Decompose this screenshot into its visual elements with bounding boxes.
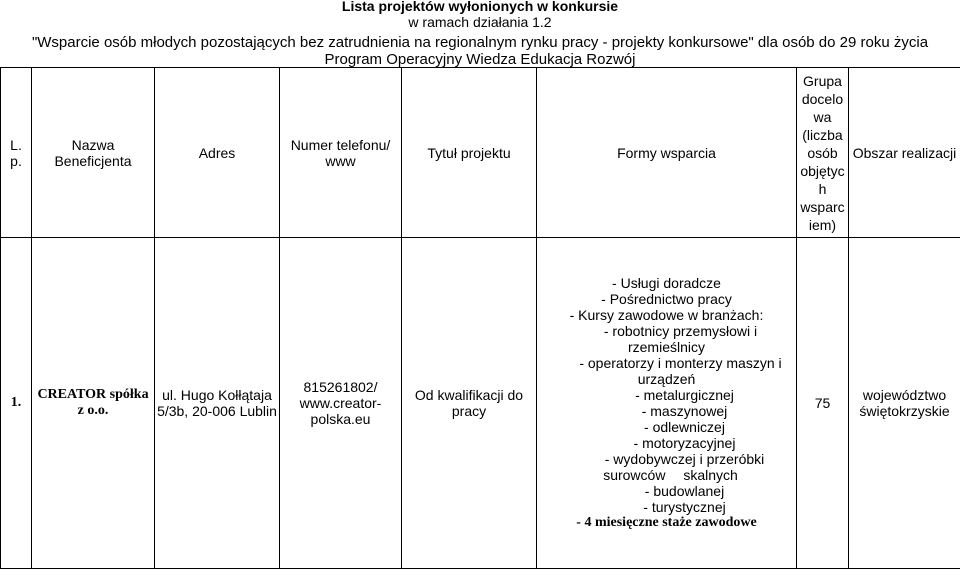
- title-line-2: w ramach działania 1.2: [408, 14, 552, 30]
- header-phone: Numer telefonu/ www: [280, 68, 402, 238]
- forms-line: - odlewniczej: [644, 419, 725, 435]
- cell-support-forms: [537, 238, 797, 569]
- forms-line: - motoryzacyjnej: [633, 435, 736, 451]
- header-target-group: Grupa docelo wa (liczba osób objętyc h wsparc iem): [797, 68, 849, 238]
- cell-project-title: Od kwalifikacji do pracy: [402, 238, 537, 569]
- cell-target-group: 75: [797, 238, 849, 569]
- header-beneficiary: Nazwa Beneficjenta: [32, 68, 155, 238]
- header-row: [1, 68, 960, 238]
- header-lp: L. p.: [1, 68, 32, 238]
- forms-line: - turystycznej: [643, 499, 726, 515]
- forms-line: - budowlanej: [644, 483, 725, 499]
- header-address: Adres: [155, 68, 280, 238]
- forms-line: - metalurgicznej: [635, 387, 734, 403]
- forms-line: - Pośrednictwo pracy: [601, 291, 732, 307]
- header-project-title: Tytuł projektu: [402, 68, 537, 238]
- cell-phone: 815261802/ www.creator-polska.eu: [280, 238, 402, 569]
- cell-address: ul. Hugo Kołłątaja 5/3b, 20-006 Lublin: [155, 238, 280, 569]
- projects-table: [0, 67, 960, 569]
- forms-line: - Usługi doradcze: [612, 275, 721, 291]
- forms-line: - wydobywczej i przeróbki: [604, 451, 765, 467]
- cell-lp: 1.: [1, 238, 32, 569]
- cell-beneficiary: CREATOR spółka z o.o.: [32, 238, 155, 569]
- title-line-4: Program Operacyjny Wiedza Edukacja Rozwój: [324, 51, 636, 68]
- forms-line: urządzeń: [637, 371, 696, 387]
- title-line-3: "Wsparcie osób młodych pozostających bez zatrudnienia na regionalnym rynku pracy - projekty konkursowe" dla osób do 29 roku życia: [31, 34, 929, 51]
- forms-line: - Kursy zawodowe w branżach:: [569, 307, 764, 323]
- table-row: [1, 238, 960, 569]
- title-line-1: Lista projektów wyłonionych w konkursie: [341, 0, 619, 14]
- forms-line: - operatorzy i monterzy maszyn i: [579, 355, 782, 371]
- forms-line: - 4 miesięczne staże zawodowe: [576, 515, 757, 530]
- header-support-forms: Formy wsparcia: [537, 68, 797, 238]
- forms-line: - maszynowej: [641, 403, 728, 419]
- forms-line: - robotnicy przemysłowi i: [603, 323, 758, 339]
- header-area: Obszar realizacji: [849, 68, 960, 238]
- forms-line: surowców skalnych: [603, 467, 738, 483]
- cell-area: województwo świętokrzyskie: [849, 238, 960, 569]
- forms-line: rzemieślnicy: [627, 339, 705, 355]
